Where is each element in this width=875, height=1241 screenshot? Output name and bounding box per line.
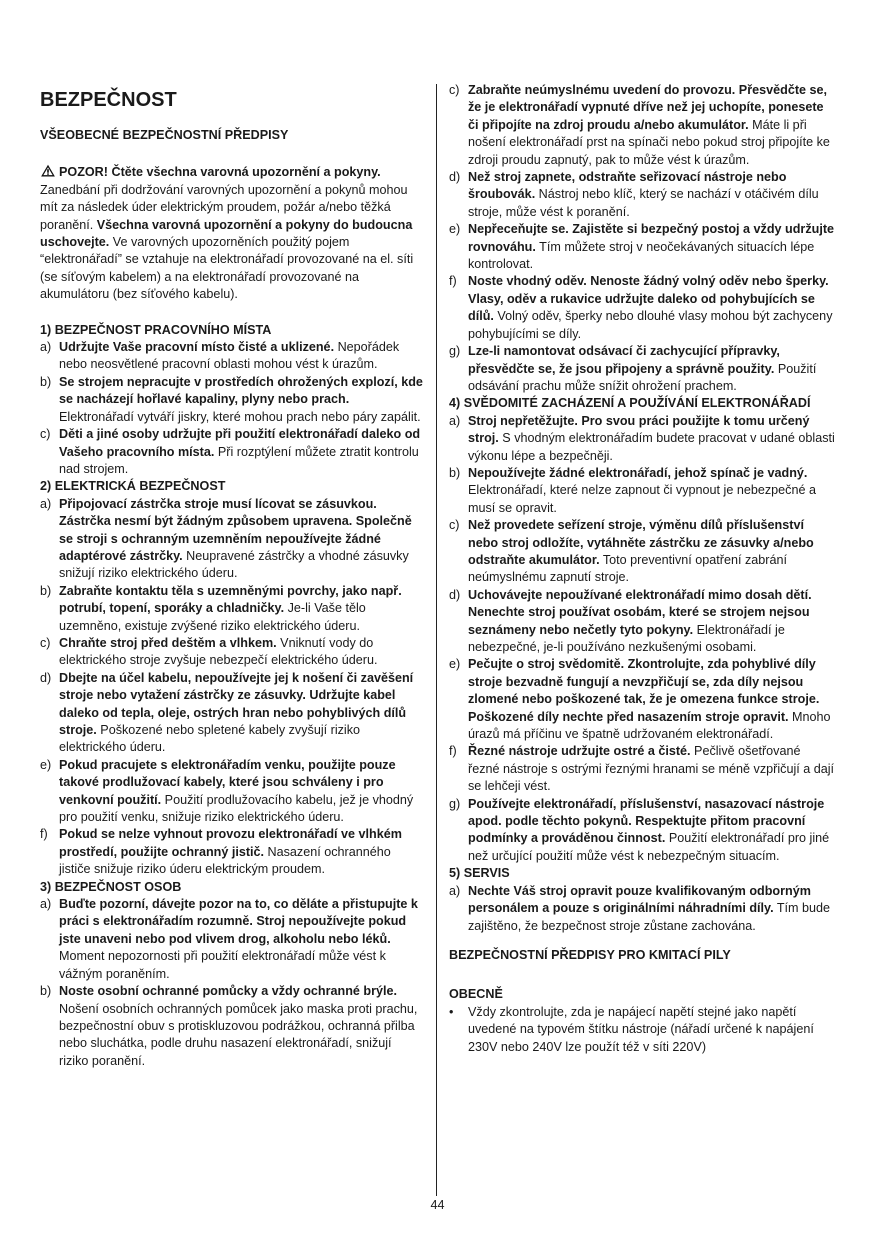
- item-label: b): [40, 374, 52, 389]
- list-item: [449, 743, 835, 795]
- item-bold: Lze-li namontovat odsávací či zachycující přípravky, přesvědčte se, že jsou připojeny a správně použity.: [468, 344, 780, 376]
- list-item: [449, 587, 835, 657]
- item-label: d): [449, 170, 461, 185]
- item-text: Tím můžete stroj v neočekávaných situacích lépe kontrolovat.: [468, 239, 815, 272]
- item-bold: Noste osobní ochranné pomůcky a vždy ochranné brýle.: [59, 984, 398, 999]
- item-text: Elektronářadí vytváří jiskry, které mohou prach nebo páry zapálit.: [59, 409, 421, 424]
- item-bold: Uchovávejte nepoužívané elektronářadí mimo dosah dětí. Nenechte stroj používat osobám, které se strojem nejsou seznámeny nebo nečetly tyto pokyny.: [468, 587, 812, 637]
- warning-text-2: Ve varovných upozorněních použitý pojem “elektronářadí” se vztahuje na elektronářadí provozované na el. síti (se síťovým kabelem) a na elektronářadí provozované na akumulátoru (bez síťového kabelu).: [40, 235, 414, 302]
- list-item: [40, 826, 424, 878]
- item-label: g): [449, 344, 461, 359]
- item-label: e): [449, 657, 461, 672]
- item-label: f): [449, 274, 457, 289]
- item-label: c): [449, 518, 460, 533]
- item-text: Elektronářadí, které nelze zapnout či vypnout je nebezpečné a musí se opravit.: [468, 483, 816, 515]
- list-item: [40, 374, 424, 426]
- item-label: a): [449, 413, 461, 428]
- warning-text-1: Zanedbání při dodržování varovných upozornění a pokynů mohou mít za následek úder elektrickým proudem, požár a/nebo těžká poranění.: [40, 182, 408, 232]
- list-item: [40, 983, 424, 1070]
- section-title: 2) ELEKTRICKÁ BEZPEČNOST: [40, 479, 226, 494]
- bullet-marker: •: [449, 1004, 454, 1019]
- list-item: [449, 413, 835, 465]
- item-label: f): [40, 827, 48, 842]
- list-item: [40, 757, 424, 827]
- list-item: [449, 343, 835, 395]
- item-label: a): [40, 340, 52, 355]
- list-item: [449, 221, 835, 273]
- item-label: a): [449, 883, 461, 898]
- list-item: [40, 583, 424, 635]
- general-heading: VŠEOBECNÉ BEZPEČNOSTNÍ PŘEDPISY: [40, 128, 289, 142]
- item-bold: Stroj nepřetěžujte. Pro svou práci použijte k tomu určený stroj.: [468, 413, 810, 446]
- item-bold: Chraňte stroj před deštěm a vlhkem.: [59, 635, 277, 650]
- saw-section-title: BEZPEČNOSTNÍ PŘEDPISY PRO KMITACÍ PILY: [449, 947, 731, 962]
- warning-bold-1: POZOR! Čtěte všechna varovná upozornění a pokyny.: [59, 165, 381, 180]
- item-bold: Pokud pracujete s elektronářadím venku, použijte pouze takové prodlužovací kabely, které jsou schváleny i pro venkovní použití.: [59, 757, 396, 807]
- list-item: [449, 169, 835, 221]
- item-label: c): [40, 427, 51, 442]
- item-bold: Dbejte na účel kabelu, nepoužívejte jej k nošení či zavěšení stroje nebo vytažení zástrčky ze zásuvky. Udržujte kabel daleko od tepla, oleje, ostrých hran nebo pohyblivých dílů stroje.: [59, 670, 414, 737]
- section-title: 4) SVĚDOMITÉ ZACHÁZENÍ A POUŽÍVÁNÍ ELEKTRONÁŘADÍ: [449, 396, 811, 411]
- item-text: Při rozptýlení můžete ztratit kontrolu nad strojem.: [59, 444, 419, 476]
- item-label: c): [449, 83, 460, 97]
- warning-paragraph: [40, 164, 424, 303]
- item-text: Tím bude zajištěno, že bezpečnost stroje zůstane zachována.: [468, 901, 831, 933]
- warning-triangle-icon: [40, 164, 56, 177]
- item-text: Použití elektronářadí pro jiné než určující použití může vést k nebezpečným situacím.: [468, 831, 830, 863]
- item-label: g): [449, 796, 461, 811]
- item-text: Mnoho úrazů má příčinu ve špatně udržovaném elektronářadí.: [468, 709, 831, 742]
- item-text: Pečlivě ošetřované řezné nástroje s ostrými řeznými hranami se méně vzpřičují a dají se lehčeji vést.: [468, 744, 835, 794]
- section-title: 3) BEZPEČNOST OSOB: [40, 879, 182, 894]
- item-bold: Noste vhodný oděv. Nenoste žádný volný oděv nebo šperky. Vlasy, oděv a rukavice udržujte daleko od pohybujících se dílů.: [468, 274, 829, 324]
- list-item: [40, 670, 424, 757]
- list-item: [40, 339, 424, 374]
- list-item: [449, 273, 835, 343]
- page-number: 44: [430, 1198, 445, 1212]
- item-label: d): [40, 670, 52, 685]
- item-label: e): [449, 222, 461, 237]
- item-text: Toto preventivní opatření zabrání neúmyslnému zapnutí stroje.: [468, 552, 787, 585]
- item-text: Nástroj nebo klíč, který se nachází v otáčivém dílu stroje, může vést k poranění.: [468, 187, 819, 219]
- list-item: [40, 426, 424, 478]
- item-label: a): [40, 897, 52, 912]
- item-bold: Řezné nástroje udržujte ostré a čisté.: [468, 744, 691, 759]
- item-bold: Používejte elektronářadí, příslušenství, nasazovací nástroje apod. podle těchto pokynů. Respektujte přitom pracovní podmínky a prováděnou činnost.: [468, 796, 825, 846]
- item-label: a): [40, 496, 52, 511]
- bullet-item: [449, 1004, 835, 1056]
- item-bold: Děti a jiné osoby udržujte při použití elektronářadí daleko od Vašeho pracovního místa.: [59, 427, 421, 459]
- item-text: Volný oděv, šperky nebo dlouhé vlasy mohou být zachyceny pohybujícími se díly.: [468, 309, 833, 341]
- item-bold: Se strojem nepracujte v prostředích ohrožených explozí, kde se nacházejí hořlavé kapaliny, plyny nebo prach.: [59, 374, 423, 407]
- item-bold: Pokud se nelze vyhnout provozu elektronářadí ve vlhkém prostředí, použijte ochranný jistič.: [59, 827, 402, 859]
- list-item: [449, 465, 835, 517]
- item-label: b): [40, 583, 52, 598]
- list-item: [449, 82, 835, 169]
- list-item: [449, 883, 835, 935]
- list-item: [449, 656, 835, 743]
- item-label: c): [40, 635, 51, 650]
- item-text: S vhodným elektronářadím budete pracovat v udané oblasti výkonu lépe a bezpečněji.: [468, 431, 835, 463]
- item-bold: Připojovací zástrčka stroje musí lícovat se zásuvkou. Zástrčka nesmí být žádným způsobem upravena. Společně se stroji s ochranným uzemněním nepoužívejte žádné adaptérové zástrčky.: [59, 496, 412, 563]
- item-bold: Buďte pozorní, dávejte pozor na to, co děláte a přistupujte k práci s elektronářadím rozumně. Stroj nepoužívejte pokud jste unaveni nebo pod vlivem drog, alkoholu nebo léků.: [59, 897, 418, 946]
- item-label: d): [449, 587, 461, 602]
- item-text: Nošení osobních ochranných pomůcek jako maska proti prachu, bezpečnostní obuv s protiskluzovou podrážkou, ochranná přilba nebo sluchátka, podle druhu nasazení elektronářadí, snižují riziko poranění.: [59, 1001, 418, 1068]
- section-title: 5) SERVIS: [449, 866, 510, 881]
- item-bold: Nepřeceňujte se. Zajistěte si bezpečný postoj a vždy udržujte rovnováhu.: [468, 222, 835, 254]
- item-text: Moment nepozornosti při použití elektronářadí může vést k vážným poraněním.: [59, 949, 386, 981]
- item-label: b): [40, 984, 52, 999]
- bullet-text: Vždy zkontrolujte, zda je napájecí napětí stejné jako napětí uvedené na typovém štítku nástroje (nářadí určené k napájení 230V nebo 240V lze použít též v síti 220V): [468, 1004, 814, 1054]
- list-item: [449, 796, 835, 866]
- item-text: Nasazení ochranného jističe snižuje riziko úderu elektrickým proudem.: [59, 844, 391, 877]
- item-text: Máte li při nošení elektronářadí prst na spínači nebo pokud stroj připojíte ke zdroji proudu zapnutý, pak to může vést k úrazům.: [468, 117, 830, 167]
- item-text: Vniknutí vody do elektrického stroje zvyšuje nebezpečí elektrického úderu.: [59, 635, 378, 668]
- section-title: 1) BEZPEČNOST PRACOVNÍHO MÍSTA: [40, 322, 272, 337]
- item-bold: Než stroj zapnete, odstraňte seřizovací nástroje nebo šroubovák.: [468, 170, 787, 202]
- item-text: Elektronářadí je nebezpečné, je-li používáno nezkušenými osobami.: [468, 622, 785, 654]
- item-text: Použití prodlužovacího kabelu, jež je vhodný pro použití venku, snižuje riziko elektrického úderu.: [59, 792, 414, 825]
- item-bold: Než provedete seřízení stroje, výměnu dílů příslušenství nebo stroj odložíte, vytáhněte zástrčku ze zásuvky a/nebo odstraňte akumulátor.: [468, 518, 814, 567]
- item-bold: Nepoužívejte žádné elektronářadí, jehož spínač je vadný.: [468, 465, 808, 480]
- item-bold: Zabraňte kontaktu těla s uzemněnými povrchy, jako např. potrubí, topení, sporáky a chladničky.: [59, 583, 402, 616]
- warning-bold-2: Všechna varovná upozornění a pokyny do budoucna uschovejte.: [40, 217, 413, 250]
- list-item: [449, 517, 835, 587]
- item-label: f): [449, 744, 457, 759]
- item-bold: Udržujte Vaše pracovní místo čisté a uklizené.: [59, 340, 335, 355]
- item-text: Je-li Vaše tělo uzemněno, existuje zvýšené riziko elektrického úderu.: [59, 601, 366, 633]
- item-bold: Zabraňte neúmyslnému uvedení do provozu. Přesvědčte se, že je elektronářadí vypnuté dříve než jej uchopíte, ponesete či připojíte na zdroj proudu a/nebo akumulátor.: [468, 83, 828, 132]
- item-label: e): [40, 757, 52, 772]
- page-title: BEZPEČNOST: [40, 89, 177, 111]
- item-bold: Nechte Váš stroj opravit pouze kvalifikovaným odborným personálem a pouze s originálními náhradními díly.: [468, 883, 811, 916]
- list-item: [40, 896, 424, 983]
- item-text: Použití odsávání prachu může snížit ohrožení prachem.: [468, 361, 817, 393]
- list-item: [40, 496, 424, 583]
- saw-section-subtitle: OBECNĚ: [449, 987, 503, 1002]
- item-text: Poškozené nebo spletené kabely zvyšují riziko elektrického úderu.: [59, 723, 361, 755]
- item-text: Nepořádek nebo neosvětlené pracovní oblasti mohou vést k úrazům.: [59, 340, 400, 372]
- item-label: b): [449, 465, 461, 480]
- column-divider: [436, 84, 437, 1196]
- list-item: [40, 635, 424, 670]
- item-bold: Pečujte o stroj svědomitě. Zkontrolujte, zda pohyblivé díly stroje bezvadně fungují a nevzpřičují se, zda díly nejsou zlomené nebo poškozené tak, že je omezena funkce stroje. Poškozené díly nechte před nasazením stroje opravit.: [468, 657, 820, 724]
- left-column: [40, 82, 424, 1070]
- item-text: Neupravené zástrčky a vhodné zásuvky snižují riziko elektrického úderu.: [59, 548, 409, 581]
- right-column: [449, 82, 835, 1056]
